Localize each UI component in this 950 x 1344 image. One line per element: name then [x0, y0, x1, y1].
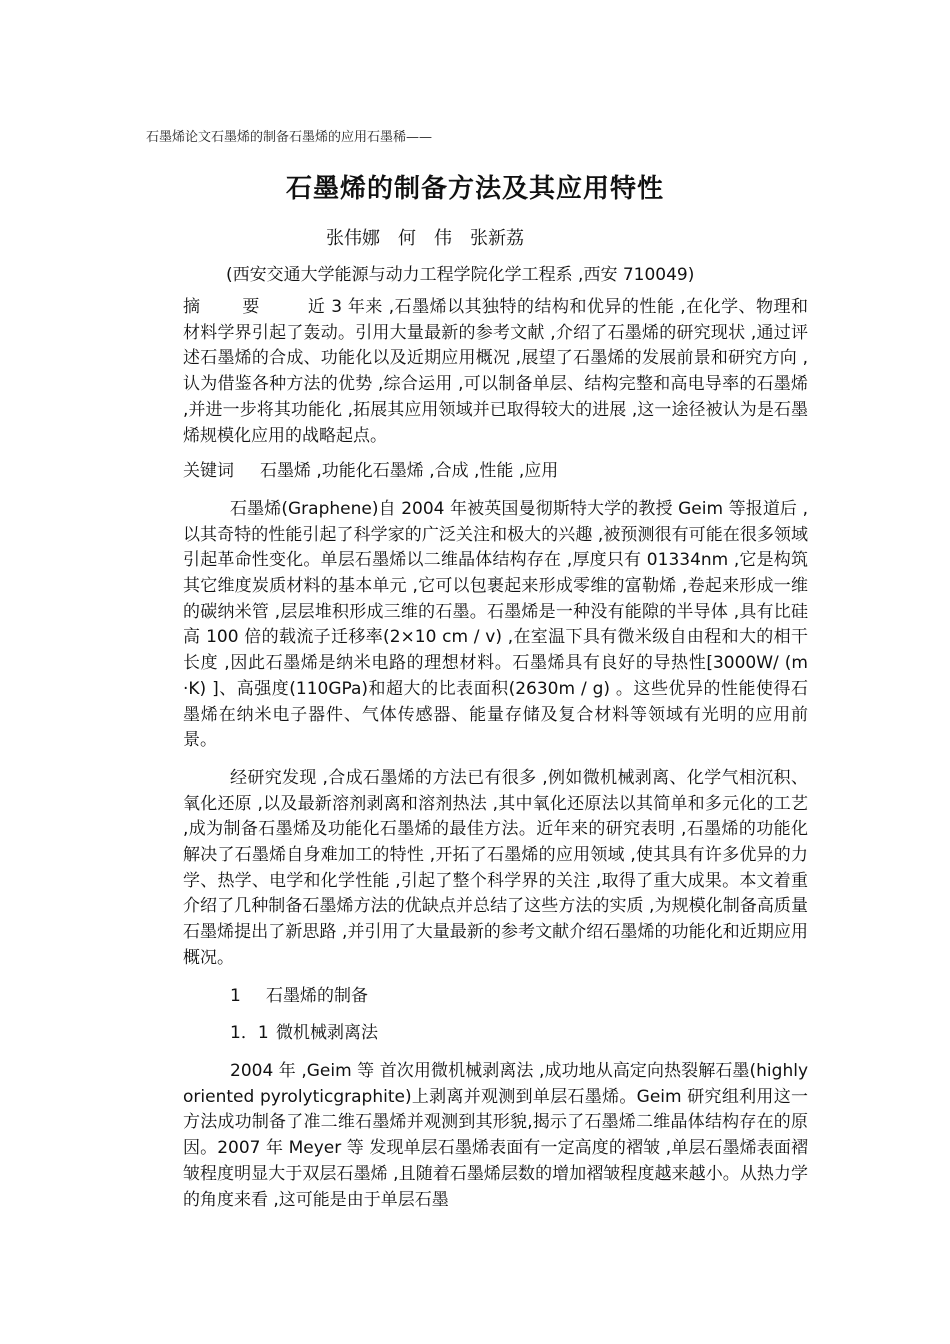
section-number: 1: [230, 985, 241, 1006]
author-list: 张伟娜 何 伟 张新荔: [326, 228, 524, 249]
keywords-label: 关键词: [183, 461, 234, 482]
subsection-title: 微机械剥离法: [276, 1023, 378, 1044]
abstract: [183, 295, 808, 449]
running-header: 石墨烯论文石墨烯的制备石墨烯的应用石墨稀——: [146, 130, 433, 145]
intro-paragraph-2: 经研究发现 ,合成石墨烯的方法已有很多 ,例如微机械剥离、化学气相沉积、氧化还原 ,以及最新溶剂剥离和溶剂热法 ,其中氧化还原法以其简单和多元化的工艺 ,成为制备石墨烯及功能化石墨烯的最佳方法。近年来的研究表明 ,石墨烯的功能化解决了石墨烯自身难加工的特性 ,开拓了石墨烯的应用领域 ,使其具有许多优异的力学、热学、电学和化学性能 ,引起了整个科学界的关注 ,取得了重大成果。本文着重介绍了几种制备石墨烯方法的优缺点并总结了这些方法的实质 ,为规模化制备高质量石墨烯提出了新思路 ,并引用了大量最新的参考文献介绍石墨烯的功能化和近期应用概况。: [183, 767, 808, 968]
affiliation: (西安交通大学能源与动力工程学院化学工程系 ,西安 710049): [226, 265, 695, 285]
intro-paragraph-1: 石墨烯(Graphene)自 2004 年被英国曼彻斯特大学的教授 Geim 等报道后 ,以其奇特的性能引起了科学家的广泛关注和极大的兴趣 ,被预测很有可能在很多领域引起革命性变化。单层石墨烯以二维晶体结构存在 ,厚度只有 01334nm ,它是构筑其它维度炭质材料的基本单元 ,它可以包裹起来形成零维的富勒烯 ,卷起来形成一维的碳纳米管 ,层层堆积形成三维的石墨。石墨烯是一种没有能隙的半导体 ,具有比硅高 100 倍的载流子迁移率(2×10 cm / v) ,在室温下具有微米级自由程和大的相干长度 ,因此石墨烯是纳米电路的理想材料。石墨烯具有良好的导热性[3000W/ (m ·K) ]、高强度(110GPa)和超大的比表面积(2630m / g) 。这些优异的性能使得石墨烯在纳米电子器件、气体传感器、能量存储及复合材料等领域有光明的应用前景。: [183, 498, 808, 751]
keywords: [183, 459, 808, 485]
section-heading-1: [183, 984, 808, 1010]
body-text: [183, 295, 808, 1213]
paper-title: 石墨烯的制备方法及其应用特性: [285, 174, 664, 204]
section-title: 石墨烯的制备: [266, 985, 368, 1006]
keywords-text: 石墨烯 ,功能化石墨烯 ,合成 ,性能 ,应用: [260, 461, 559, 482]
abstract-text: 近 3 年来 ,石墨烯以其独特的结构和优异的性能 ,在化学、物理和材料学界引起了轰动。引用大量最新的参考文献 ,介绍了石墨烯的研究现状 ,通过评述石墨烯的合成、功能化以及近期应用概况 ,展望了石墨烯的发展前景和研究方向 ,认为借鉴各种方法的优势 ,综合运用 ,可以制备单层、结构完整和高电导率的石墨烯 ,并进一步将其功能化 ,拓展其应用领域并已取得较大的进展 ,这一途径被认为是石墨烯规模化应用的战略起点。: [183, 297, 808, 446]
abstract-label: 摘 要: [183, 297, 278, 317]
section-paragraph: 2004 年 ,Geim 等 首次用微机械剥离法 ,成功地从高定向热裂解石墨(highly oriented pyrolyticgraphite)上剥离并观测到单层石墨烯。Geim 研究组利用这一方法成功制备了准二维石墨烯并观测到其形貌,揭示了石墨烯二维晶体结构存在的原因。2007 年 Meyer 等 发现单层石墨烯表面有一定高度的褶皱 ,单层石墨烯表面褶皱程度明显大于双层石墨烯 ,且随着石墨烯层数的增加褶皱程度越来越小。从热力学的角度来看 ,这可能是由于单层石墨: [183, 1060, 808, 1210]
section-heading-1-1: [183, 1021, 808, 1047]
subsection-number: 1．1: [230, 1023, 269, 1044]
